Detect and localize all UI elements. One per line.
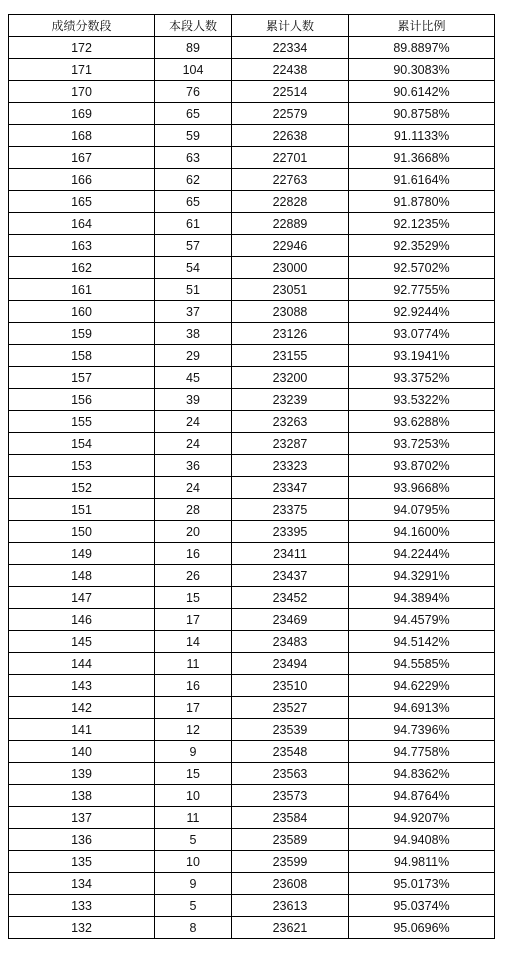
score-cell: 171 [9, 59, 155, 81]
cumulative-count-cell: 23469 [232, 609, 349, 631]
cumulative-count-cell: 23452 [232, 587, 349, 609]
cumulative-ratio-cell: 93.5322% [349, 389, 495, 411]
segment-count-cell: 24 [155, 411, 232, 433]
cumulative-ratio-cell: 94.5585% [349, 653, 495, 675]
score-cell: 160 [9, 301, 155, 323]
cumulative-ratio-cell: 94.7758% [349, 741, 495, 763]
cumulative-ratio-cell: 92.7755% [349, 279, 495, 301]
score-cell: 141 [9, 719, 155, 741]
segment-count-cell: 5 [155, 895, 232, 917]
segment-count-cell: 57 [155, 235, 232, 257]
segment-count-cell: 24 [155, 477, 232, 499]
table-row [9, 873, 495, 895]
segment-count-cell: 45 [155, 367, 232, 389]
cumulative-count-cell: 23510 [232, 675, 349, 697]
table-row [9, 345, 495, 367]
score-cell: 163 [9, 235, 155, 257]
table-row [9, 81, 495, 103]
score-cell: 156 [9, 389, 155, 411]
table-row [9, 367, 495, 389]
segment-count-cell: 11 [155, 653, 232, 675]
cumulative-ratio-cell: 93.6288% [349, 411, 495, 433]
score-cell: 137 [9, 807, 155, 829]
segment-count-cell: 54 [155, 257, 232, 279]
segment-count-cell: 9 [155, 873, 232, 895]
cumulative-count-cell: 22579 [232, 103, 349, 125]
table-row [9, 653, 495, 675]
score-cell: 165 [9, 191, 155, 213]
cumulative-count-cell: 22438 [232, 59, 349, 81]
cumulative-count-cell: 23088 [232, 301, 349, 323]
table-row [9, 521, 495, 543]
cumulative-count-cell: 23051 [232, 279, 349, 301]
segment-count-cell: 16 [155, 675, 232, 697]
cumulative-ratio-cell: 92.1235% [349, 213, 495, 235]
table-row [9, 675, 495, 697]
score-cell: 148 [9, 565, 155, 587]
cumulative-count-cell: 23599 [232, 851, 349, 873]
score-cell: 154 [9, 433, 155, 455]
cumulative-ratio-cell: 94.3291% [349, 565, 495, 587]
table-row [9, 37, 495, 59]
cumulative-count-cell: 23287 [232, 433, 349, 455]
cumulative-ratio-cell: 94.9811% [349, 851, 495, 873]
cumulative-count-cell: 23200 [232, 367, 349, 389]
score-cell: 138 [9, 785, 155, 807]
cumulative-ratio-cell: 93.9668% [349, 477, 495, 499]
segment-count-cell: 17 [155, 609, 232, 631]
segment-count-cell: 15 [155, 763, 232, 785]
score-cell: 155 [9, 411, 155, 433]
table-row [9, 59, 495, 81]
cumulative-count-cell: 22828 [232, 191, 349, 213]
score-cell: 164 [9, 213, 155, 235]
cumulative-count-cell: 23347 [232, 477, 349, 499]
score-cell: 172 [9, 37, 155, 59]
cumulative-count-cell: 22334 [232, 37, 349, 59]
segment-count-cell: 59 [155, 125, 232, 147]
cumulative-count-cell: 23263 [232, 411, 349, 433]
table-row [9, 763, 495, 785]
table-row [9, 301, 495, 323]
table-row [9, 499, 495, 521]
cumulative-ratio-cell: 90.6142% [349, 81, 495, 103]
cumulative-ratio-cell: 90.8758% [349, 103, 495, 125]
score-cell: 158 [9, 345, 155, 367]
score-cell: 143 [9, 675, 155, 697]
cumulative-ratio-cell: 94.9207% [349, 807, 495, 829]
score-cell: 132 [9, 917, 155, 939]
segment-count-cell: 28 [155, 499, 232, 521]
table-row [9, 411, 495, 433]
cumulative-ratio-cell: 92.5702% [349, 257, 495, 279]
score-cell: 150 [9, 521, 155, 543]
cumulative-ratio-cell: 93.8702% [349, 455, 495, 477]
table-row [9, 257, 495, 279]
segment-count-cell: 15 [155, 587, 232, 609]
segment-count-cell: 14 [155, 631, 232, 653]
cumulative-ratio-cell: 91.3668% [349, 147, 495, 169]
score-cell: 149 [9, 543, 155, 565]
table-row [9, 213, 495, 235]
cumulative-ratio-cell: 94.9408% [349, 829, 495, 851]
cumulative-ratio-cell: 94.6229% [349, 675, 495, 697]
cumulative-count-cell: 23539 [232, 719, 349, 741]
cumulative-count-cell: 23613 [232, 895, 349, 917]
cumulative-count-cell: 22514 [232, 81, 349, 103]
table-header [9, 15, 495, 37]
score-distribution-table [8, 14, 495, 939]
cumulative-ratio-cell: 95.0696% [349, 917, 495, 939]
cumulative-ratio-cell: 89.8897% [349, 37, 495, 59]
score-cell: 167 [9, 147, 155, 169]
score-cell: 147 [9, 587, 155, 609]
cumulative-ratio-cell: 93.0774% [349, 323, 495, 345]
header-score-range: 成绩分数段 [9, 15, 155, 37]
cumulative-count-cell: 23573 [232, 785, 349, 807]
table-row [9, 279, 495, 301]
segment-count-cell: 37 [155, 301, 232, 323]
cumulative-count-cell: 23126 [232, 323, 349, 345]
table-row [9, 719, 495, 741]
cumulative-ratio-cell: 91.1133% [349, 125, 495, 147]
cumulative-count-cell: 23483 [232, 631, 349, 653]
cumulative-count-cell: 22638 [232, 125, 349, 147]
table-row [9, 543, 495, 565]
cumulative-count-cell: 23548 [232, 741, 349, 763]
segment-count-cell: 61 [155, 213, 232, 235]
cumulative-ratio-cell: 93.7253% [349, 433, 495, 455]
table-row [9, 455, 495, 477]
segment-count-cell: 29 [155, 345, 232, 367]
table-row [9, 917, 495, 939]
cumulative-count-cell: 23589 [232, 829, 349, 851]
cumulative-ratio-cell: 92.3529% [349, 235, 495, 257]
cumulative-ratio-cell: 94.7396% [349, 719, 495, 741]
header-cumulative-ratio: 累计比例 [349, 15, 495, 37]
cumulative-ratio-cell: 92.9244% [349, 301, 495, 323]
segment-count-cell: 20 [155, 521, 232, 543]
table-row [9, 477, 495, 499]
score-cell: 145 [9, 631, 155, 653]
cumulative-count-cell: 23437 [232, 565, 349, 587]
score-cell: 166 [9, 169, 155, 191]
cumulative-count-cell: 23375 [232, 499, 349, 521]
cumulative-count-cell: 23563 [232, 763, 349, 785]
table-row [9, 191, 495, 213]
segment-count-cell: 89 [155, 37, 232, 59]
cumulative-ratio-cell: 93.1941% [349, 345, 495, 367]
segment-count-cell: 9 [155, 741, 232, 763]
cumulative-ratio-cell: 94.8764% [349, 785, 495, 807]
table-row [9, 433, 495, 455]
table-row [9, 807, 495, 829]
cumulative-ratio-cell: 91.6164% [349, 169, 495, 191]
table-row [9, 785, 495, 807]
segment-count-cell: 26 [155, 565, 232, 587]
table-row [9, 389, 495, 411]
score-cell: 152 [9, 477, 155, 499]
cumulative-count-cell: 23621 [232, 917, 349, 939]
table-row [9, 895, 495, 917]
score-cell: 169 [9, 103, 155, 125]
cumulative-ratio-cell: 94.4579% [349, 609, 495, 631]
score-cell: 135 [9, 851, 155, 873]
table-row [9, 169, 495, 191]
header-row [9, 15, 495, 37]
cumulative-ratio-cell: 95.0374% [349, 895, 495, 917]
cumulative-count-cell: 23395 [232, 521, 349, 543]
cumulative-count-cell: 23000 [232, 257, 349, 279]
score-cell: 162 [9, 257, 155, 279]
segment-count-cell: 17 [155, 697, 232, 719]
cumulative-ratio-cell: 94.0795% [349, 499, 495, 521]
segment-count-cell: 104 [155, 59, 232, 81]
cumulative-count-cell: 23584 [232, 807, 349, 829]
score-cell: 159 [9, 323, 155, 345]
cumulative-count-cell: 23608 [232, 873, 349, 895]
table-row [9, 851, 495, 873]
score-cell: 144 [9, 653, 155, 675]
segment-count-cell: 16 [155, 543, 232, 565]
cumulative-count-cell: 23494 [232, 653, 349, 675]
segment-count-cell: 65 [155, 191, 232, 213]
score-cell: 168 [9, 125, 155, 147]
cumulative-count-cell: 22763 [232, 169, 349, 191]
score-cell: 161 [9, 279, 155, 301]
cumulative-ratio-cell: 93.3752% [349, 367, 495, 389]
table-body [9, 37, 495, 939]
table-row [9, 741, 495, 763]
segment-count-cell: 10 [155, 851, 232, 873]
segment-count-cell: 5 [155, 829, 232, 851]
table-row [9, 609, 495, 631]
score-cell: 140 [9, 741, 155, 763]
cumulative-count-cell: 22946 [232, 235, 349, 257]
table-row [9, 697, 495, 719]
segment-count-cell: 11 [155, 807, 232, 829]
cumulative-count-cell: 23155 [232, 345, 349, 367]
segment-count-cell: 36 [155, 455, 232, 477]
table-row [9, 103, 495, 125]
table-row [9, 125, 495, 147]
segment-count-cell: 63 [155, 147, 232, 169]
table-row [9, 587, 495, 609]
score-cell: 157 [9, 367, 155, 389]
header-segment-count: 本段人数 [155, 15, 232, 37]
table-row [9, 631, 495, 653]
score-cell: 151 [9, 499, 155, 521]
score-cell: 146 [9, 609, 155, 631]
cumulative-count-cell: 23411 [232, 543, 349, 565]
segment-count-cell: 8 [155, 917, 232, 939]
score-cell: 134 [9, 873, 155, 895]
cumulative-count-cell: 23239 [232, 389, 349, 411]
header-cumulative-count: 累计人数 [232, 15, 349, 37]
table-row [9, 323, 495, 345]
segment-count-cell: 12 [155, 719, 232, 741]
segment-count-cell: 10 [155, 785, 232, 807]
segment-count-cell: 62 [155, 169, 232, 191]
cumulative-count-cell: 23527 [232, 697, 349, 719]
segment-count-cell: 38 [155, 323, 232, 345]
score-cell: 133 [9, 895, 155, 917]
table-row [9, 235, 495, 257]
segment-count-cell: 65 [155, 103, 232, 125]
cumulative-ratio-cell: 94.2244% [349, 543, 495, 565]
cumulative-ratio-cell: 95.0173% [349, 873, 495, 895]
cumulative-count-cell: 23323 [232, 455, 349, 477]
cumulative-ratio-cell: 91.8780% [349, 191, 495, 213]
score-cell: 139 [9, 763, 155, 785]
table-row [9, 147, 495, 169]
cumulative-ratio-cell: 94.6913% [349, 697, 495, 719]
table-row [9, 565, 495, 587]
cumulative-count-cell: 22701 [232, 147, 349, 169]
score-cell: 142 [9, 697, 155, 719]
segment-count-cell: 51 [155, 279, 232, 301]
score-cell: 170 [9, 81, 155, 103]
table-row [9, 829, 495, 851]
cumulative-ratio-cell: 94.3894% [349, 587, 495, 609]
score-cell: 153 [9, 455, 155, 477]
segment-count-cell: 76 [155, 81, 232, 103]
segment-count-cell: 39 [155, 389, 232, 411]
cumulative-count-cell: 22889 [232, 213, 349, 235]
cumulative-ratio-cell: 94.1600% [349, 521, 495, 543]
score-cell: 136 [9, 829, 155, 851]
cumulative-ratio-cell: 94.8362% [349, 763, 495, 785]
cumulative-ratio-cell: 90.3083% [349, 59, 495, 81]
cumulative-ratio-cell: 94.5142% [349, 631, 495, 653]
segment-count-cell: 24 [155, 433, 232, 455]
